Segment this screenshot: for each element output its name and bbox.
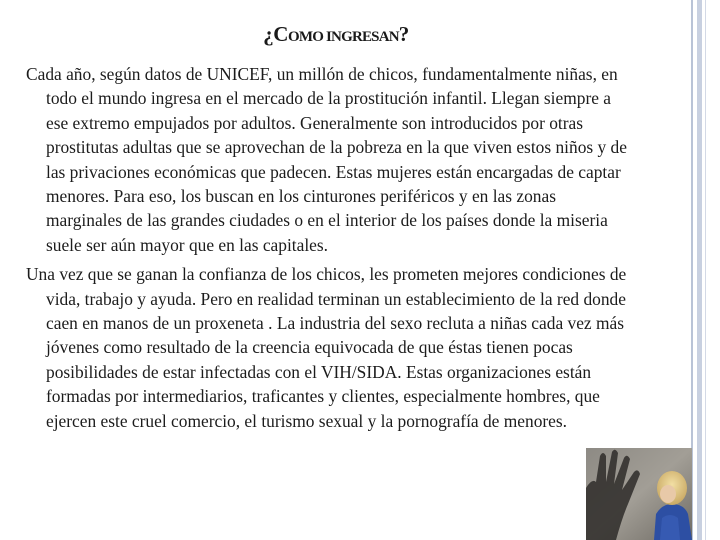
title-small-caps: OMO INGRESAN — [287, 29, 399, 45]
title-trail: ? — [398, 22, 409, 46]
paragraph-1: Cada año, según datos de UNICEF, un millón de chicos, fundamentalmente niñas, en todo el mundo ingresa en el mercado de la prostitución infantil. Llegan siempre a ese extremo empujados por adultos. Generalmente son introducidos por otras prostitutas adultas que se aprovechan de la pobreza en la que viven estos niños y de las privaciones económicas que padecen. Estas mujeres están encargadas de captar menores. Para eso, los buscan en los cinturones periféricos y en las zonas marginales de las grandes ciudades o en el interior de los países donde la miseria suele ser aún mayor que en las capitales. — [26, 64, 627, 255]
paragraph-2: Una vez que se ganan la confianza de los chicos, les prometen mejores condiciones de vida, trabajo y ayuda. Pero en realidad terminan un establecimiento de la red donde caen en manos de un proxeneta . La industria del sexo recluta a niñas cada vez más jóvenes como resultado de la creencia equivocada de que éstas tienen pocas posibilidades de estar infectadas con el VIH/SIDA. Estas organizaciones están formadas por intermediarios, traficantes y clientes, especialmente hombres, que ejercen este cruel comercio, el turismo sexual y la pornografía de menores. — [26, 264, 627, 431]
title-lead: ¿C — [263, 22, 288, 46]
slide-title — [0, 22, 672, 47]
body-text — [26, 62, 636, 438]
child-shadow-hand-photo — [586, 448, 692, 540]
slide-border-band — [697, 0, 702, 540]
slide-border-line-outer — [705, 0, 706, 540]
photo-illustration — [586, 448, 692, 540]
